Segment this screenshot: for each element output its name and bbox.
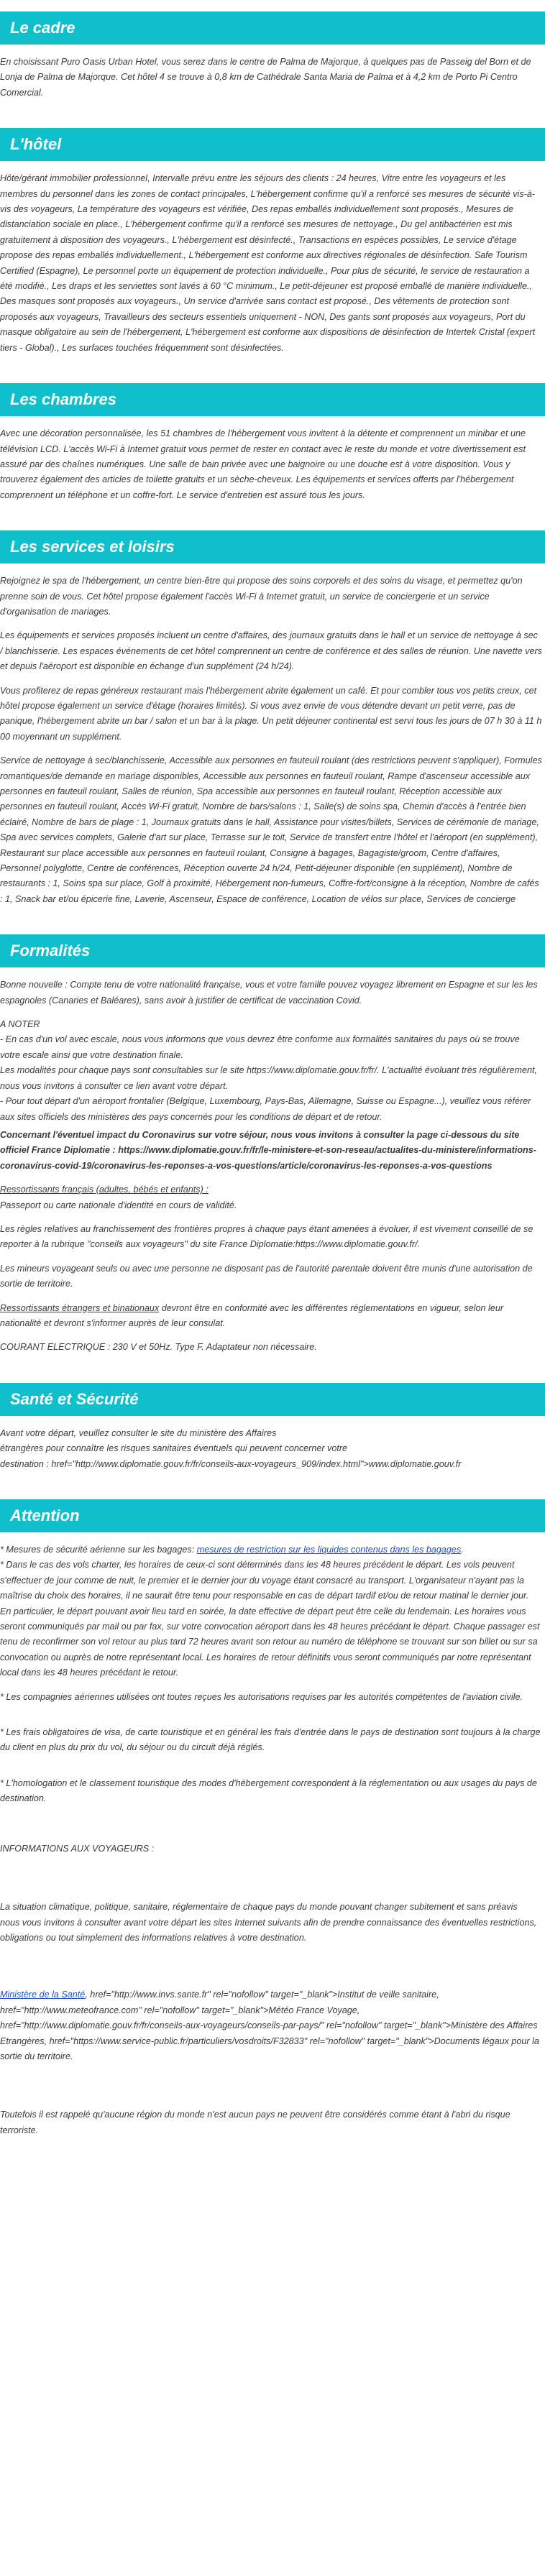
paragraph: * Les frais obligatoires de visa, de carte touristique et en général les frais d'entrée dans le pays de destination sont toujours à la charge du client en plus du prix du vol, du séjour ou du circuit déjà réglés. (0, 1727, 541, 1753)
paragraph (0, 1542, 542, 1558)
id-heading: Ressortissants français (adultes, bébés et enfants) : (0, 1184, 209, 1195)
id-text: Passeport ou carte nationale d'identité en cours de validité. (0, 1200, 237, 1210)
section-title: L'hôtel (0, 128, 545, 161)
paragraph: Les mineurs voyageant seuls ou avec une personne ne disposant pas de l'autorité parentale doivent être munis d'une autorisation de sortie de territoire. (0, 1263, 533, 1289)
paragraph: Bonne nouvelle : Compte tenu de votre nationalité française, vous et votre famille pouvez voyagez librement en Espagne et sur les les espagnoles (Canaries et Baléares), sans avoir à justifier de certificat de vaccination Covid. (0, 980, 538, 1006)
line: Avant votre départ, veuillez consulter le site du ministère des Affaires (0, 1427, 277, 1438)
note-line: - Pour tout départ d'un aéroport frontalier (Belgique, Luxembourg, Pays-Bas, Allemagne, Suisse ou Espagne...), veuillez vous référer aux sites officiels des ministères des pays concernés pour les conditions de départ et de retour. (0, 1096, 531, 1122)
paragraph: Avec une décoration personnalisée, les 51 chambres de l'hébergement vous invitent à la détente et comprennent un minibar et une télévision LCD. L'accès Wi-Fi à Internet gratuit vous permet de rester en contact avec le reste du monde et votre divertissement est assuré par des chaînes numériques. Une salle de bain privée avec une baignoire ou une douche est à votre disposition. Vous y trouverez également des articles de toilette gratuits et un sèche-cheveux. Les équipements et services offerts par l'hébergement comprennent un téléphone et un coffre-fort. Le service d'entretien est assuré tous les jours. (0, 428, 526, 500)
section-content (0, 426, 545, 503)
section-chambres (0, 383, 545, 503)
baggage-intro: * Mesures de sécurité aérienne sur les bagages: (0, 1545, 197, 1555)
paragraph: Les règles relatives au franchissement des frontières propres à chaque pays étant amenées à évoluer, il est vivement conseillé de se reporter à la rubrique "conseils aux voyageurs" du site France Diplomatie:https://www.diplomatie.gouv.fr/. (0, 1223, 533, 1250)
paragraph (0, 1987, 542, 2064)
foreign-text: devront être en conformité avec les différentes réglementations en vigueur, selon leur nationalité et devront s'informer auprès de leur consulat. (0, 1302, 504, 1328)
links-text: , href="http://www.invs.sante.fr" rel="nofollow" target="_blank">Institut de veille sanitaire, href="http://www.meteofrance.com" rel="nofollow" target="_blank">Météo France Voyage, href="http://www.diplomatie.gouv.fr/fr/conseils-aux-voyageurs/conseils-par-pays/" rel="nofollow" target="_blank">Ministère des Affaires Etrangères, href="https://www.service-public.fr/particuliers/vosdroits/F32833" rel="nofollow" target="_blank">Documents légaux pour la sortie du territoire. (0, 1990, 539, 2061)
line: La situation climatique, politique, sanitaire, réglementaire de chaque pays du monde pouvant changer subitement et sans préavis (0, 1902, 518, 1913)
line: destination : href="http://www.diplomatie.gouv.fr/fr/conseils-aux-voyageurs_909/index.html">www.diplomatie.gouv.fr (0, 1458, 462, 1469)
paragraph: * L'homologation et le classement touristique des modes d'hébergement correspondent à la réglementation ou aux usages du pays de destination. (0, 1777, 537, 1804)
section-services (0, 530, 545, 907)
section-cadre (0, 12, 545, 101)
paragraph: Service de nettoyage à sec/blanchisserie, Accessible aux personnes en fauteuil roulant (des restrictions peuvent s'appliquer), Formules romantiques/de demande en mariage disponibles, Accessible aux personnes en fauteuil roulant, Rampe d'ascenseur accessible aux personnes en fauteuil roulant, Salles de réunion, Spa accessible aux personnes en fauteuil roulant, Réception accessible aux personnes en fauteuil roulant, Accès Wi-Fi gratuit, Nombre de bars/salons : 1, Salle(s) de soins spa, Chemin d'accès à l'entrée bien éclairé, Nombre de bars de plage : 1, Journaux gratuits dans le hall, Assistance pour visites/billets, Services de cérémonie de mariage, Spa avec services complets, Galerie d'art sur place, Terrasse sur le toit, Service de transfert entre l'hôtel et l'aéroport (en supplément), Restaurant sur place accessible aux personnes en fauteuil roulant, Consigne à bagages, Bagagiste/groom, Centre d'affaires, Personnel polyglotte, Centre de conférences, Réception ouverte 24 h/24, Petit-déjeuner disponible (en supplément), Nombre de restaurants : 1, Soins spa sur place, Golf à proximité, Hébergement non-fumeurs, Coffre-fort/consigne à la réception, Nombre de cafés : 1, Snack bar et/ou épicerie fine, Laverie, Ascenseur, Espace de conférence, Location de vélos sur place, Services de concierge (0, 755, 542, 904)
section-title: Le cadre (0, 12, 545, 45)
coronavirus-notice: Concernant l'éventuel impact du Coronavirus sur votre séjour, nous vous invitons à consulter la page ci-dessous du site officiel France Diplomatie : https://www.diplomatie.gouv.fr/fr/le-ministere-et-son-reseau/actualites-du-ministere/informations-coronavirus-covid-19/coronavirus-les-reponses-a-vos-questions/article/coronavirus-les-reponses-a-vos-questions (0, 1129, 536, 1171)
paragraph: Les équipements et services proposés incluent un centre d'affaires, des journaux gratuits dans le hall et un service de nettoyage à sec / blanchisserie. Les espaces événements de cet hôtel comprennent un centre de conférence et des salles de réunion. Une navette vers et depuis l'aéroport est disponible en échange d'un supplément (24 h/24). (0, 630, 542, 672)
electric-info: COURANT ELECTRIQUE : 230 V et 50Hz. Type F. Adaptateur non nécessaire. (0, 1342, 317, 1353)
foreign-heading: Ressortissants étrangers et binationaux (0, 1302, 160, 1313)
liquids-restriction-link[interactable]: mesures de restriction sur les liquides contenus dans les bagages (196, 1545, 462, 1555)
section-title: Attention (0, 1499, 545, 1532)
section-content (0, 171, 545, 356)
section-title: Santé et Sécurité (0, 1383, 545, 1416)
section-sante (0, 1383, 545, 1472)
section-hotel (0, 128, 545, 356)
section-content (0, 978, 545, 1356)
paragraph: Hôte/gérant immobilier professionnel, Intervalle prévu entre les séjours des clients : 24 heures, Vitre entre les voyageurs et les membres du personnel dans les zones de contact principales, L'hébergement confirme qu'il a renforcé ses mesures de sécurité vis-à-vis des voyageurs, La température des voyageurs est vérifiée, Des repas emballés individuellement sont proposés., Mesures de distanciation sociale en place., L'hébergement confirme qu'il a renforcé ses mesures de nettoyage., Du gel antibactérien est mis gratuitement à disposition des voyageurs., L'hébergement est désinfecté., Transactions en espèces possibles, Le service d'étage propose des repas emballés individuellement., L'hébergement est conforme aux directives régionales de désinfection. Safe Tourism Certified (Espagne), Le personnel porte un équipement de protection individuelle., Pour plus de sécurité, le service de restauration a été modifié., Les draps et les serviettes sont lavés à 60 °C minimum., Le petit-déjeuner est proposé emballé de manière individuelle., Des masques sont proposés aux voyageurs., Un service d'arrivée sans contact est proposé., Des vêtements de protection sont proposés aux voyageurs, Travailleurs des secteurs essentiels uniquement - NON, Des gants sont proposés aux voyageurs, Port du masque obligatoire au sein de l'hébergement, L'hébergement est conforme aux dispositions de désinfection de Intertek Cristal (expert tiers - Global)., Les surfaces touchées fréquemment sont désinfectées. (0, 173, 536, 353)
paragraph: Rejoignez le spa de l'hébergement, un centre bien-être qui propose des soins corporels et des soins du visage, et permettez qu'on prenne soin de vous. Cet hôtel propose également l'accès Wi-Fi à Internet gratuit, un service de conciergerie et un service d'organisation de mariages. (0, 576, 523, 617)
id-requirements (0, 1182, 542, 1213)
section-title: Formalités (0, 934, 545, 967)
section-content (0, 1542, 545, 2138)
note-line: - En cas d'un vol avec escale, nous vous informons que vous devrez être conforme aux formalités sanitaires du pays où se trouve votre escale ainsi que votre destination finale. (0, 1034, 520, 1060)
note-line: Les modalités pour chaque pays sont consultables sur le site https://www.diplomatie.gouv.fr/fr/. L'actualité évoluant très régulièrement, nous vous invitons à consulter ce lien avant votre départ. (0, 1065, 537, 1091)
paragraph: En choisissant Puro Oasis Urban Hotel, vous serez dans le centre de Palma de Majorque, à quelques pas de Passeig del Born et de Lonja de Palma de Majorque. Cet hôtel 4 se trouve à 0,8 km de Cathédrale Santa Maria de Palma et à 4,2 km de Porto Pi Centro Comercial. (0, 57, 531, 98)
paragraph: Toutefois il est rappelé qu'aucune région du monde n'est aucun pays ne peuvent être considérés comme étant à l'abri du risque terroriste. (0, 2110, 510, 2135)
baggage-end: . (461, 1545, 464, 1555)
paragraph: Vous profiterez de repas généreux restaurant mais l'hébergement abrite également un café. Et pour combler tous vos petits creux, cet hôtel propose également un service d'étage (horaires limités). Si vous avez envie de vous détendre devant un petit verre, pas de panique, l'hébergement abrite un bar / salon et un bar à la plage. Un petit déjeuner continental est servi tous les jours de 07 h 30 à 11 h 00 moyennant un supplément. (0, 685, 542, 742)
line: étrangères pour connaître les risques sanitaires éventuels qui peuvent concerner votre (0, 1443, 348, 1454)
foreign-nationals (0, 1301, 542, 1332)
note-heading: A NOTER (0, 1019, 40, 1030)
line: nous vous invitons à consulter avant votre départ les sites Internet suivants afin de prendre connaissance des éventuelles restrictions, obligations ou tout simplement des informations relatives à votre destination. (0, 1917, 537, 1943)
section-content (0, 1426, 545, 1472)
travelers-info-heading: INFORMATIONS AUX VOYAGEURS : (0, 1843, 155, 1854)
health-ministry-link[interactable]: Ministère de la Santé (0, 1990, 86, 2000)
note-block (0, 1017, 542, 1125)
paragraph (0, 1426, 542, 1472)
section-content (0, 574, 545, 907)
section-content (0, 55, 545, 101)
paragraph: * Dans le cas des vols charter, les horaires de ceux-ci sont déterminés dans les 48 heures précédent le départ. Les vols peuvent s'effectuer de jour comme de nuit, le premier et le dernier jour du voyage étant consacré au transport. L'organisateur n'ayant pas la maîtrise du choix des horaires, il ne saurait être tenu pour responsable en cas de départ tardif et/ou de retour matinal le dernier jour. En particulier, le départ pouvant avoir lieu tard en soirée, la date effective de départ peut être celle du lendemain. Les horaires vous seront communiqués par mail ou par fax, sur votre convocation aéroport dans les 48 heures précédant le départ. Chaque passager est tenu de reconfirmer son vol retour au plus tard 72 heures avant son retour au numéro de téléphone se trouvant sur son billet ou sur sa convocation ou auprès de notre représentant local. Les horaires de retour définitifs vous seront communiqués par notre représentant local dans les 48 heures précédant le retour. (0, 1560, 540, 1678)
section-formalites (0, 934, 545, 1356)
section-attention (0, 1499, 545, 2138)
section-title: Les services et loisirs (0, 530, 545, 564)
paragraph (0, 1900, 542, 1946)
section-title: Les chambres (0, 383, 545, 416)
paragraph: * Les compagnies aériennes utilisées ont toutes reçues les autorisations requises par les autorités compétentes de l'aviation civile. (0, 1691, 523, 1702)
